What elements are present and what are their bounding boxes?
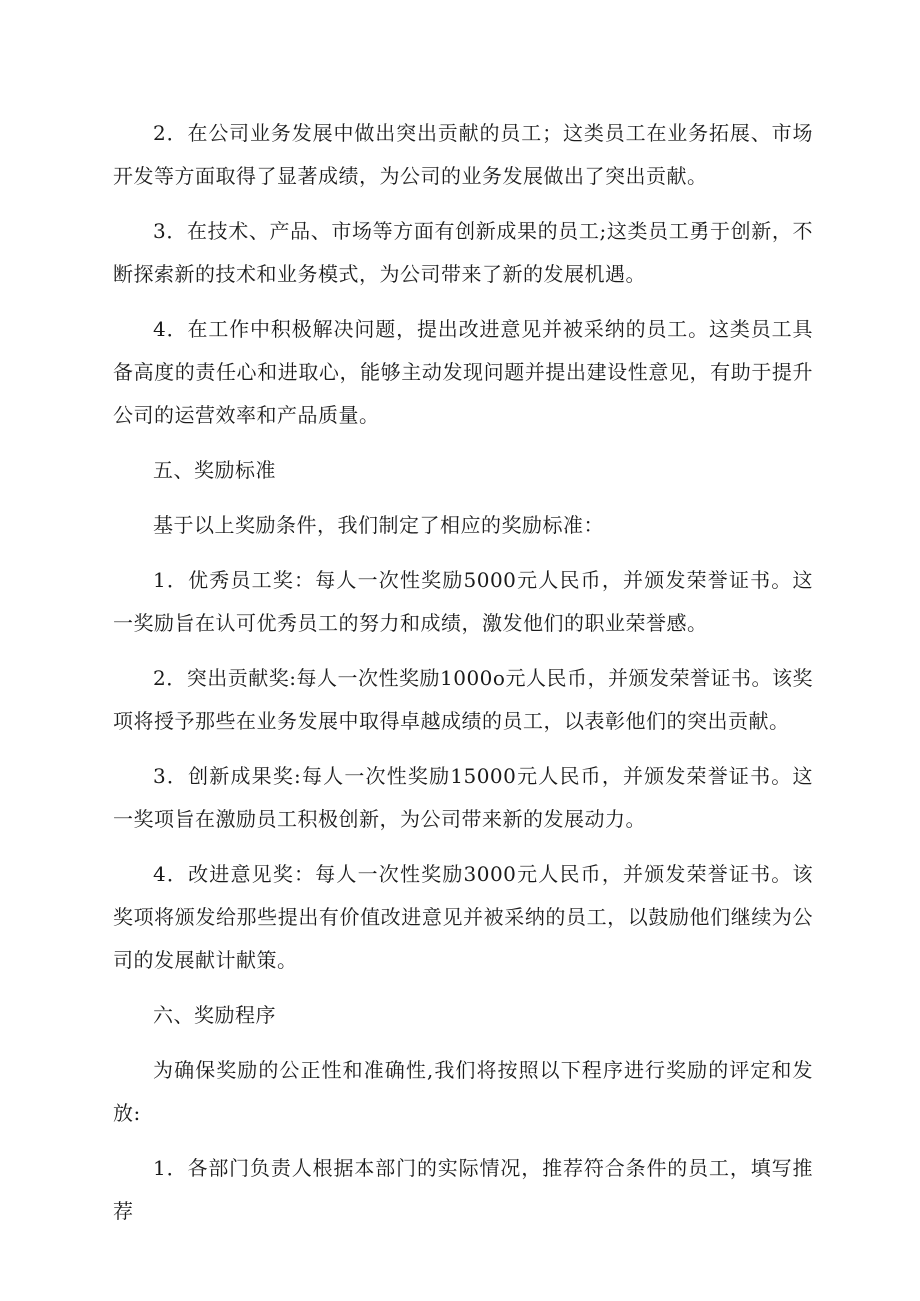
paragraph-condition-3: 3．在技术、产品、市场等方面有创新成果的员工;这类员工勇于创新，不断探索新的技术和业务模式，为公司带来了新的发展机遇。 [113,219,813,286]
section-heading-reward-procedure: 六、奖励程序 [153,1003,276,1027]
paragraph-condition-4: 4．在工作中积极解决问题，提出改进意见并被采纳的员工。这类员工具备高度的责任心和进取心，能够主动发现问题并提出建设性意见，有助于提升公司的运营效率和产品质量。 [113,317,813,427]
paragraph-standard-4: 4．改进意见奖：每人一次性奖励3000元人民币，并颁发荣誉证书。该奖项将颁发给那些提出有价值改进意见并被采纳的员工，以鼓励他们继续为公司的发展献计献策。 [113,862,813,972]
document-body [113,112,813,1245]
paragraph-standards-intro: 基于以上奖励条件，我们制定了相应的奖励标准： [153,513,604,537]
paragraph-standard-1: 1．优秀员工奖：每人一次性奖励5000元人民币，并颁发荣誉证书。这一奖励旨在认可优秀员工的努力和成绩，激发他们的职业荣誉感。 [113,568,813,635]
paragraph-standard-3: 3．创新成果奖:每人一次性奖励15000元人民币，并颁发荣誉证书。这一奖项旨在激励员工积极创新，为公司带来新的发展动力。 [113,764,813,831]
paragraph-procedure-intro: 为确保奖励的公正性和准确性,我们将按照以下程序进行奖励的评定和发放: [113,1058,813,1125]
section-heading-reward-standards: 五、奖励标准 [153,458,276,482]
paragraph-procedure-1: 1．各部门负责人根据本部门的实际情况，推荐符合条件的员工，填写推荐 [113,1156,813,1223]
paragraph-condition-2: 2．在公司业务发展中做出突出贡献的员工；这类员工在业务拓展、市场开发等方面取得了显著成绩，为公司的业务发展做出了突出贡献。 [113,121,813,188]
paragraph-standard-2: 2．突出贡献奖:每人一次性奖励1000o元人民币，并颁发荣誉证书。该奖项将授予那些在业务发展中取得卓越成绩的员工，以表彰他们的突出贡献。 [113,666,813,733]
